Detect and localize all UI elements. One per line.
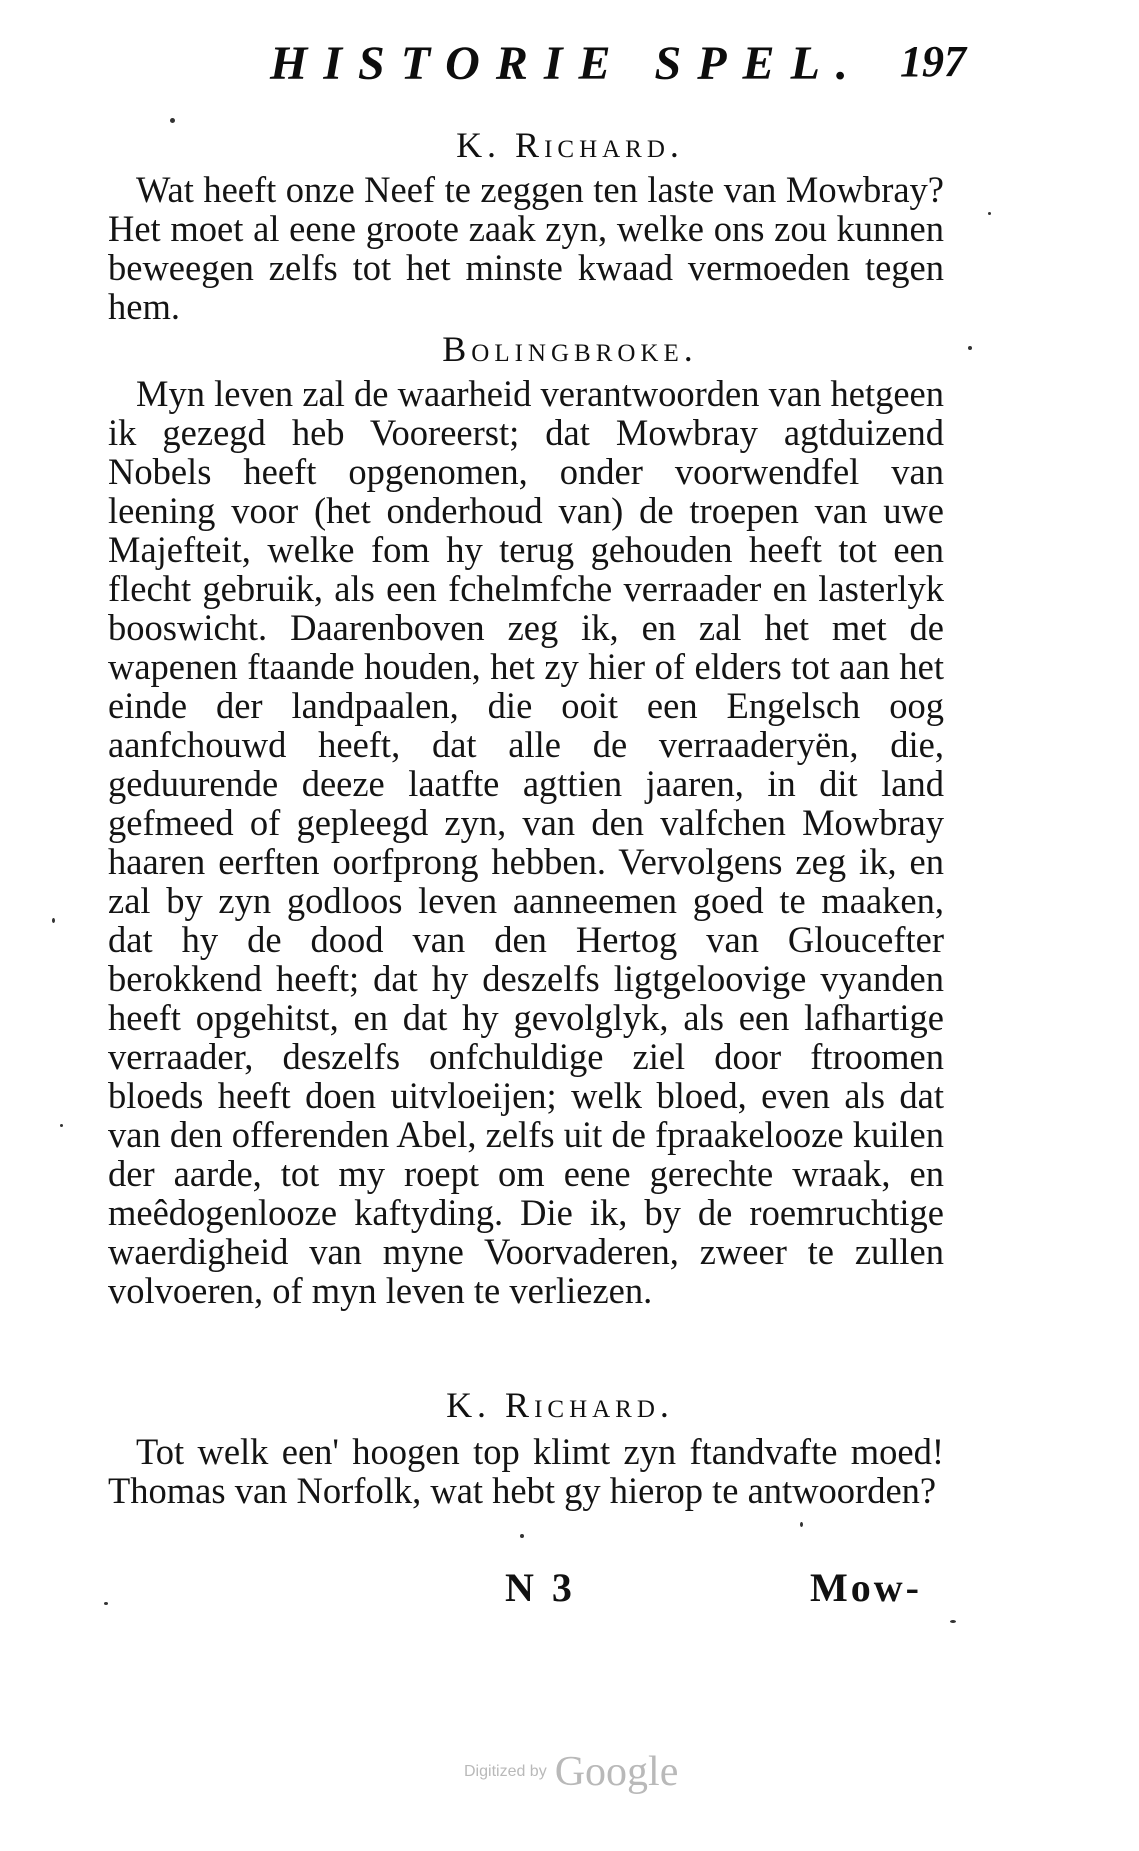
signature-mark: N 3 [505, 1565, 576, 1610]
ink-speck [520, 1534, 524, 1538]
speaker-heading [340, 124, 800, 166]
watermark-prefix: Digitized by [464, 1763, 547, 1780]
speaker-heading [330, 1384, 790, 1426]
ink-speck [988, 212, 991, 215]
page-number: 197 [900, 37, 966, 86]
speech-paragraph: Tot welk een' hoogen top klimt zyn ftandvafte moed! Thomas van Norfolk, wat hebt gy hierop te antwoorden? [108, 1431, 944, 1511]
catchword: Mow- [810, 1565, 922, 1610]
speaker-name: K. Richard. [446, 1385, 674, 1425]
speaker-heading [290, 328, 850, 370]
watermark-brand: Google [554, 1749, 679, 1795]
ink-speck [800, 1522, 803, 1527]
speech-paragraph: Myn leven zal de waarheid verantwoorden van hetgeen ik gezegd heb Vooreerst; dat Mowbray agtduizend Nobels heeft opgenomen, onder voorwendfel van leening voor (het onderhoud van) de troepen van uwe Majefteit, welke fom hy terug gehouden heeft tot een flecht gebruik, als een fchelmfche verraader en lasterlyk booswicht. Daarenboven zeg ik, en zal het met de wapenen ftaande houden, het zy hier of elders tot aan het einde der landpaalen, die ooit een Engelsch oog aanfchouwd heeft, dat alle de verraaderyën, die, geduurende deeze laatfte agttien jaaren, in dit land gefmeed of gepleegd zyn, van den valfchen Mowbray haaren eerften oorfprong hebben. Vervolgens zeg ik, en zal by zyn godloos leven aanneemen goed te maaken, dat hy de dood van den Hertog van Gloucefter berokkend heeft; dat hy deszelfs ligtgeloovige vyanden heeft opgehitst, en dat hy gevolglyk, als een lafhartige verraader, deszelfs onfchuldige ziel door ftroomen bloeds heeft doen uitvloeijen; welk bloed, even als dat van den offerenden Abel, zelfs uit de fpraakelooze kuilen der aarde, tot my roept om eene gerechte wraak, en meêdogenlooze kaftyding. Die ik, by de roemruchtige waerdigheid van myne Voorvaderen, zweer te zullen volvoeren, of myn leven te verliezen. [108, 373, 944, 1311]
ink-speck [104, 1602, 108, 1605]
speaker-name: Bolingbroke. [442, 329, 698, 369]
speaker-name: K. Richard. [456, 125, 684, 165]
speech-paragraph: Wat heeft onze Neef te zeggen ten laste van Mowbray? Het moet al eene groote zaak zyn, welke ons zou kunnen beweegen zelfs tot het minste kwaad vermoeden tegen hem. [108, 169, 944, 327]
ink-speck [950, 1620, 956, 1623]
ink-speck [60, 1124, 63, 1127]
digitized-watermark [464, 1748, 678, 1796]
ink-speck [170, 118, 175, 123]
running-head: HISTORIE SPEL. [270, 37, 864, 90]
ink-speck [52, 918, 55, 923]
ink-speck [968, 346, 972, 350]
